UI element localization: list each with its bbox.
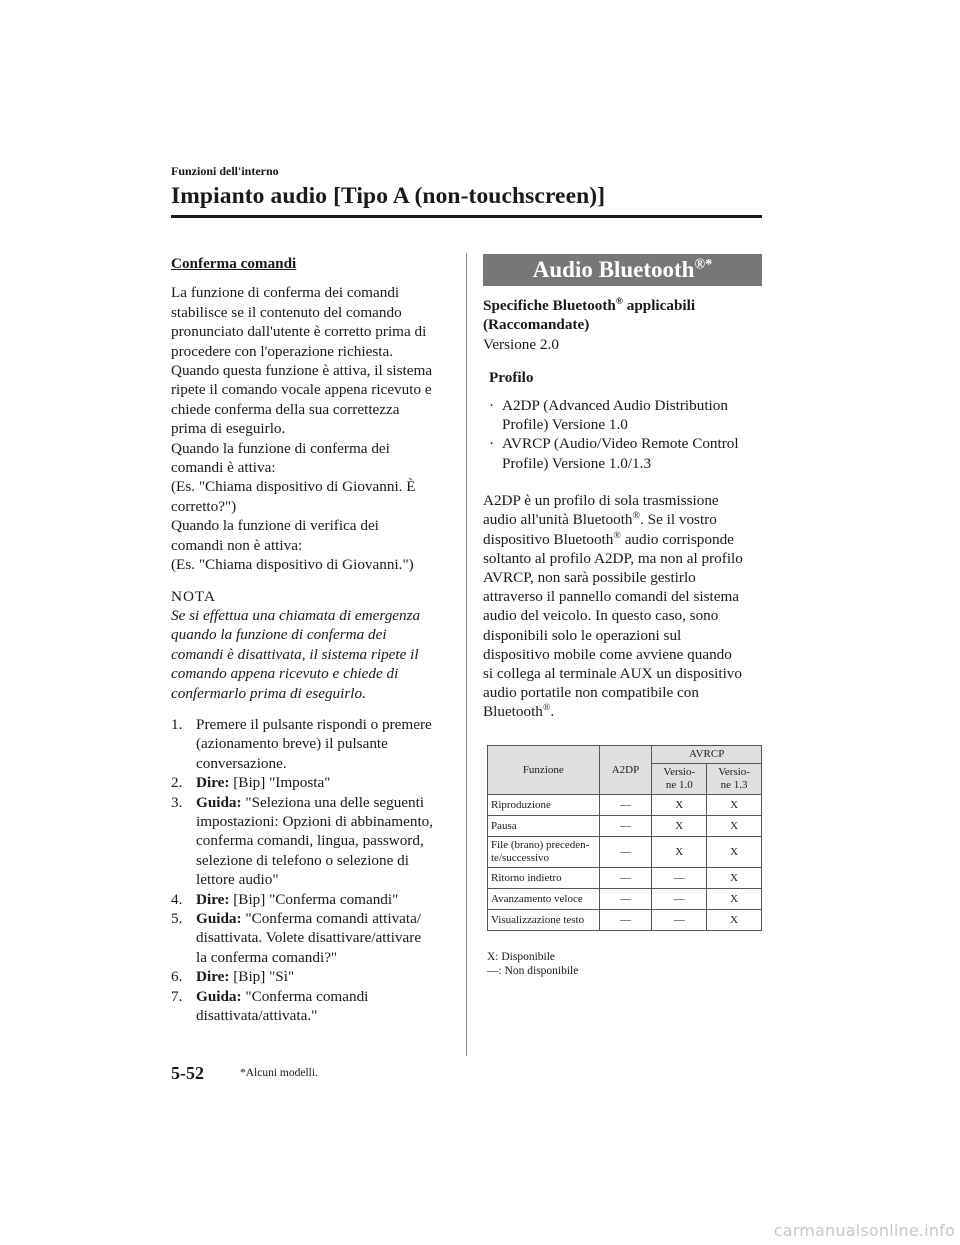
profile-heading: Profilo: [489, 369, 534, 387]
cell-v13: X: [707, 889, 762, 910]
cell-line: te/successivo: [491, 852, 550, 864]
page-title: Impianto audio [Tipo A (non-touchscreen)]: [171, 183, 606, 209]
bullet-dot-icon: ·: [489, 396, 495, 414]
table-row: [488, 868, 762, 889]
cell-v13: X: [707, 816, 762, 837]
cell-function: Riproduzione: [488, 795, 600, 816]
step-text: [Bip] "Imposta": [229, 774, 331, 792]
cell-a2dp: —: [599, 868, 652, 889]
body-line: audio del veicolo. In questo caso, sono: [483, 607, 719, 625]
step-body: [196, 967, 451, 986]
step-key: Guida:: [196, 987, 242, 1005]
spec-title: [483, 296, 762, 315]
cell-function: Visualizzazione testo: [488, 910, 600, 931]
steps-list: [171, 715, 451, 1026]
step-body: [196, 890, 451, 909]
body-line: si collega al terminale AUX un dispositivo: [483, 665, 742, 683]
spec-title-text: applicabili: [622, 297, 696, 314]
body-line: [483, 530, 762, 549]
note-line: quando la funzione di conferma dei: [171, 626, 387, 644]
registered-mark: ®: [613, 529, 621, 541]
note-block: [171, 587, 451, 703]
note-line: confermarlo prima di eseguirlo.: [171, 684, 366, 702]
table-header-row: [488, 746, 762, 764]
body-line: audio portatile non compatibile con: [483, 684, 699, 702]
body-line: [483, 510, 762, 529]
bullet-line: Profile) Versione 1.0: [502, 416, 628, 434]
step-line: conversazione.: [196, 754, 287, 772]
bullet-line: Profile) Versione 1.0/1.3: [502, 454, 652, 472]
note-line: Se si effettua una chiamata di emergenza: [171, 606, 421, 624]
section-banner: [483, 254, 762, 286]
step-item: [171, 909, 451, 967]
step-line: conferma comandi, lingua, password,: [196, 832, 424, 850]
header-line: Versio-: [663, 766, 696, 778]
step-line: [196, 793, 451, 812]
banner-text: Audio Bluetooth: [532, 257, 695, 282]
cell-function: [488, 837, 600, 868]
body-line: A2DP è un profilo di sola trasmissione: [483, 492, 719, 510]
profile-compatibility-table: [487, 745, 762, 931]
bullet-dot-icon: ·: [489, 435, 495, 453]
legend-line: X: Disponibile: [487, 951, 556, 963]
intro-paragraph: [171, 283, 451, 574]
body-line: attraverso il pannello comandi del sistema: [483, 588, 739, 606]
table-row: [488, 910, 762, 931]
bullet-line: A2DP (Advanced Audio Distribution: [502, 396, 728, 414]
step-number: 5.: [171, 910, 183, 927]
step-text: [Bip] "Conferma comandi": [229, 890, 399, 908]
step-line: [196, 987, 451, 1006]
legend-line: —: Non disponibile: [487, 965, 579, 977]
table-row: [488, 837, 762, 868]
body-text: dispositivo Bluetooth: [483, 530, 614, 548]
step-body: [196, 793, 451, 890]
step-line: la conferma comandi?": [196, 948, 338, 966]
note-line: comando appena ricevuto e chiede di: [171, 665, 399, 683]
banner-superscript: ®*: [694, 256, 713, 273]
para-line: Quando questa funzione è attiva, il sistema: [171, 362, 433, 380]
step-line: (azionamento breve) il pulsante: [196, 735, 388, 753]
cell-v10: —: [652, 889, 707, 910]
header-a2dp: A2DP: [599, 746, 652, 795]
header-avrcp: AVRCP: [652, 746, 762, 764]
cell-v13: X: [707, 837, 762, 868]
cell-a2dp: —: [599, 795, 652, 816]
section-label: Funzioni dell'interno: [171, 164, 279, 178]
header-version-10: [652, 764, 707, 795]
header-line: ne 1.3: [720, 779, 748, 791]
watermark: carmanualsonline.info: [773, 1221, 955, 1240]
step-body: [196, 987, 451, 1026]
para-line: Quando la funzione di conferma dei: [171, 439, 390, 457]
cell-a2dp: —: [599, 816, 652, 837]
a2dp-paragraph: [483, 491, 762, 721]
step-key: Dire:: [196, 774, 230, 792]
cell-function: Pausa: [488, 816, 600, 837]
step-line: selezione di telefono o selezione di: [196, 851, 409, 869]
spec-title-line2: (Raccomandate): [483, 316, 590, 334]
para-line: comandi è attiva:: [171, 459, 276, 477]
bullet-item: [489, 396, 762, 435]
cell-v10: X: [652, 816, 707, 837]
table-legend: [487, 950, 578, 978]
para-line: chiede conferma della sua correttezza: [171, 400, 400, 418]
version-text: Versione 2.0: [483, 335, 559, 353]
body-line: dispositivo mobile come avviene quando: [483, 645, 732, 663]
registered-mark: ®: [615, 296, 623, 307]
step-line: [196, 967, 451, 986]
step-text: "Conferma comandi: [241, 987, 369, 1005]
cell-function: Ritorno indietro: [488, 868, 600, 889]
para-line: ripete il comando vocale appena ricevuto e: [171, 381, 432, 399]
step-item: [171, 967, 451, 986]
bullet-item: [489, 434, 762, 473]
body-text: .: [550, 703, 555, 721]
cell-v13: X: [707, 910, 762, 931]
bullet-text: [502, 396, 728, 435]
para-line: pronunciato dall'utente è corretto prima di: [171, 323, 427, 341]
step-key: Dire:: [196, 890, 230, 908]
step-body: [196, 773, 451, 792]
step-item: [171, 715, 451, 773]
cell-a2dp: —: [599, 910, 652, 931]
para-line: procedere con l'operazione richiesta.: [171, 342, 393, 360]
note-label: NOTA: [171, 587, 216, 605]
step-line: Premere il pulsante rispondi o premere: [196, 715, 432, 733]
para-line: (Es. "Chiama dispositivo di Giovanni."): [171, 556, 414, 574]
body-line: [483, 702, 762, 721]
para-line: La funzione di conferma dei comandi: [171, 284, 400, 302]
right-column: [483, 254, 762, 722]
footnote: *Alcuni modelli.: [240, 1067, 318, 1079]
table-row: [488, 816, 762, 837]
para-line: comandi non è attiva:: [171, 536, 303, 554]
step-line: [196, 890, 451, 909]
step-key: Dire:: [196, 968, 230, 986]
table-row: [488, 795, 762, 816]
step-item: [171, 890, 451, 909]
step-line: disattivata/attivata.": [196, 1007, 318, 1025]
cell-line: File (brano) preceden-: [491, 839, 590, 851]
para-line: corretto?"): [171, 497, 237, 515]
step-line: [196, 909, 451, 928]
para-line: (Es. "Chiama dispositivo di Giovanni. È: [171, 478, 416, 496]
step-line: [196, 773, 451, 792]
cell-v10: —: [652, 868, 707, 889]
step-body: [196, 715, 451, 773]
table-row: [488, 889, 762, 910]
cell-v13: X: [707, 868, 762, 889]
cell-function: Avanzamento veloce: [488, 889, 600, 910]
step-key: Guida:: [196, 793, 242, 811]
step-number: 6.: [171, 968, 183, 986]
registered-mark: ®: [542, 702, 551, 714]
step-text: "Seleziona una delle seguenti: [241, 793, 425, 811]
spec-title-text: Specifiche Bluetooth: [483, 297, 616, 314]
header-line: Versio-: [718, 766, 750, 778]
column-divider: [466, 253, 467, 1056]
para-line: prima di eseguirlo.: [171, 420, 286, 438]
header-funzione: Funzione: [488, 746, 600, 795]
step-number: 4.: [171, 890, 183, 908]
note-text: [171, 606, 451, 703]
header-rule: [171, 215, 762, 218]
body-text: audio corrisponde: [620, 530, 734, 548]
cell-v10: —: [652, 910, 707, 931]
cell-v13: X: [707, 795, 762, 816]
step-body: [196, 909, 451, 967]
step-number: 2.: [171, 774, 183, 792]
cell-a2dp: —: [599, 889, 652, 910]
step-line: lettore audio": [196, 871, 279, 889]
bullet-line: AVRCP (Audio/Video Remote Control: [502, 435, 739, 453]
step-line: impostazioni: Opzioni di abbinamento,: [196, 812, 434, 830]
para-line: Quando la funzione di verifica dei: [171, 517, 379, 535]
body-text: Bluetooth: [483, 703, 543, 721]
para-line: stabilisce se il contenuto del comando: [171, 303, 402, 321]
step-text: [Bip] "Sì": [229, 968, 295, 986]
left-column: [171, 254, 451, 1025]
header-line: ne 1.0: [665, 779, 693, 791]
body-text: . Se il vostro: [640, 511, 717, 529]
step-number: 7.: [171, 987, 183, 1005]
body-text: audio all'unità Bluetooth: [483, 511, 633, 529]
subheading-conferma-comandi: Conferma comandi: [171, 255, 297, 272]
body-line: AVRCP, non sarà possibile gestirlo: [483, 569, 696, 587]
step-item: [171, 987, 451, 1026]
step-item: [171, 793, 451, 890]
cell-v10: X: [652, 837, 707, 868]
step-item: [171, 773, 451, 792]
registered-mark: ®: [632, 510, 641, 522]
cell-a2dp: —: [599, 837, 652, 868]
step-line: disattivata. Volete disattivare/attivare: [196, 929, 422, 947]
cell-v10: X: [652, 795, 707, 816]
header-version-13: [707, 764, 762, 795]
step-text: "Conferma comandi attivata/: [241, 910, 422, 927]
step-number: 3.: [171, 793, 183, 811]
note-line: comandi è disattivata, il sistema ripete il: [171, 645, 419, 663]
body-line: soltanto al profilo A2DP, ma non al profilo: [483, 549, 743, 567]
step-key: Guida:: [196, 910, 242, 927]
bullet-text: [502, 434, 739, 473]
page-number: 5-52: [171, 1063, 204, 1083]
body-line: disponibili solo le operazioni sul: [483, 626, 682, 644]
step-number: 1.: [171, 715, 183, 733]
